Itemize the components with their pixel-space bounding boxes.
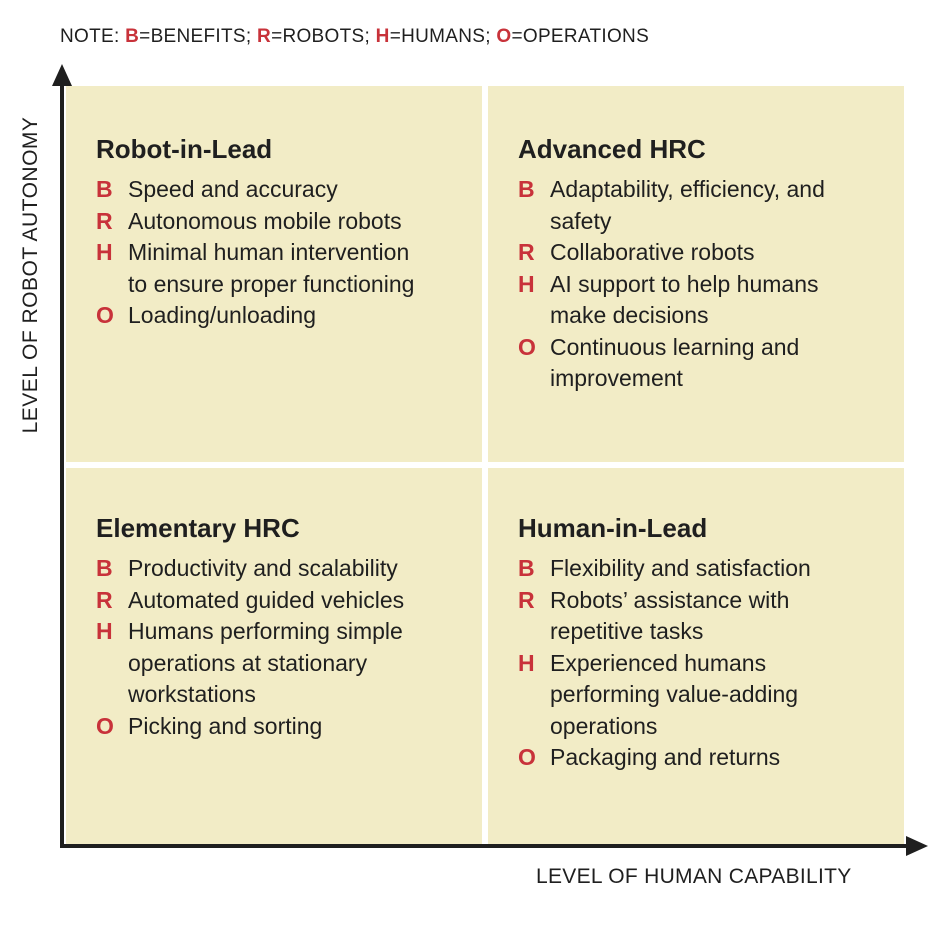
item-key: H (518, 270, 535, 297)
item-text: Robots’ assistance with repetitive tasks (550, 586, 790, 644)
list-item (96, 585, 476, 617)
list-item (96, 174, 476, 206)
list-item (518, 648, 898, 743)
list-item (518, 332, 898, 395)
list-item (96, 206, 476, 238)
quadrant-content (518, 134, 898, 395)
list-item (96, 711, 476, 743)
item-text: Productivity and scalability (128, 555, 398, 581)
item-key: R (96, 207, 113, 234)
quadrant-title: Robot-in-Lead (96, 134, 273, 164)
item-key: H (96, 239, 113, 265)
item-text: Picking and sorting (128, 712, 323, 739)
y-axis-arrowhead (52, 64, 72, 86)
legend-value-h: =HUMANS; (389, 26, 497, 47)
item-text: Minimal human intervention to ensure proper functioning (128, 239, 415, 297)
quadrant-advanced-hrc (488, 86, 904, 462)
item-key: O (518, 744, 536, 770)
item-key: R (518, 239, 535, 265)
item-key: B (518, 555, 535, 581)
item-text: Humans performing simple operations at stationary workstations (128, 618, 403, 707)
item-text: Experienced humans performing value-adding operations (550, 649, 799, 739)
x-axis-arrowhead (906, 836, 928, 856)
list-item (96, 300, 476, 332)
item-text: Autonomous mobile robots (128, 207, 402, 234)
item-key: R (518, 586, 535, 613)
quadrant-content (96, 513, 476, 742)
x-axis-label: LEVEL OF HUMAN CAPABILITY (536, 865, 852, 888)
item-key: R (96, 586, 113, 613)
legend-note (60, 26, 649, 48)
item-key: H (96, 618, 113, 644)
item-text: Adaptability, efficiency, and safety (550, 176, 825, 234)
y-axis-label: LEVEL OF ROBOT AUTONOMY (19, 116, 42, 434)
list-item (96, 237, 476, 300)
item-key: B (96, 176, 113, 202)
list-item (518, 237, 898, 269)
quadrant-title: Elementary HRC (96, 513, 300, 543)
list-item (518, 585, 898, 648)
item-text: Continuous learning and improvement (550, 333, 800, 391)
quadrant-title: Advanced HRC (518, 134, 706, 164)
item-text: Flexibility and satisfaction (550, 555, 811, 581)
legend-key-o: O (496, 26, 512, 47)
item-key: H (518, 649, 535, 676)
quadrant-elementary-hrc (66, 468, 482, 844)
quadrant-title: Human-in-Lead (518, 513, 708, 543)
quadrant-content (96, 134, 476, 332)
item-text: Speed and accuracy (128, 176, 338, 202)
note-prefix: NOTE: (60, 26, 126, 47)
item-key: O (96, 302, 114, 328)
item-key: O (96, 712, 114, 739)
item-text: Packaging and returns (550, 744, 781, 770)
item-text: Automated guided vehicles (128, 586, 405, 613)
legend-key-b: B (125, 26, 140, 47)
list-item (96, 553, 476, 585)
item-text: Collaborative robots (550, 239, 755, 265)
item-key: O (518, 333, 536, 360)
legend-value-o: =OPERATIONS (511, 26, 650, 47)
list-item (96, 616, 476, 711)
item-key: B (96, 555, 113, 581)
legend-key-r: R (257, 26, 272, 47)
quadrant-robot-in-lead (66, 86, 482, 462)
list-item (518, 269, 898, 332)
legend-value-r: =ROBOTS; (271, 26, 376, 47)
item-key: B (518, 176, 535, 202)
quadrant-content (518, 513, 898, 774)
legend-value-b: =BENEFITS; (139, 26, 258, 47)
item-text: AI support to help humans make decisions (550, 270, 819, 328)
list-item (518, 553, 898, 585)
list-item (518, 742, 898, 774)
item-text: Loading/unloading (128, 302, 317, 328)
legend-key-h: H (375, 26, 390, 47)
list-item (518, 174, 898, 237)
quadrant-human-in-lead (488, 468, 904, 844)
